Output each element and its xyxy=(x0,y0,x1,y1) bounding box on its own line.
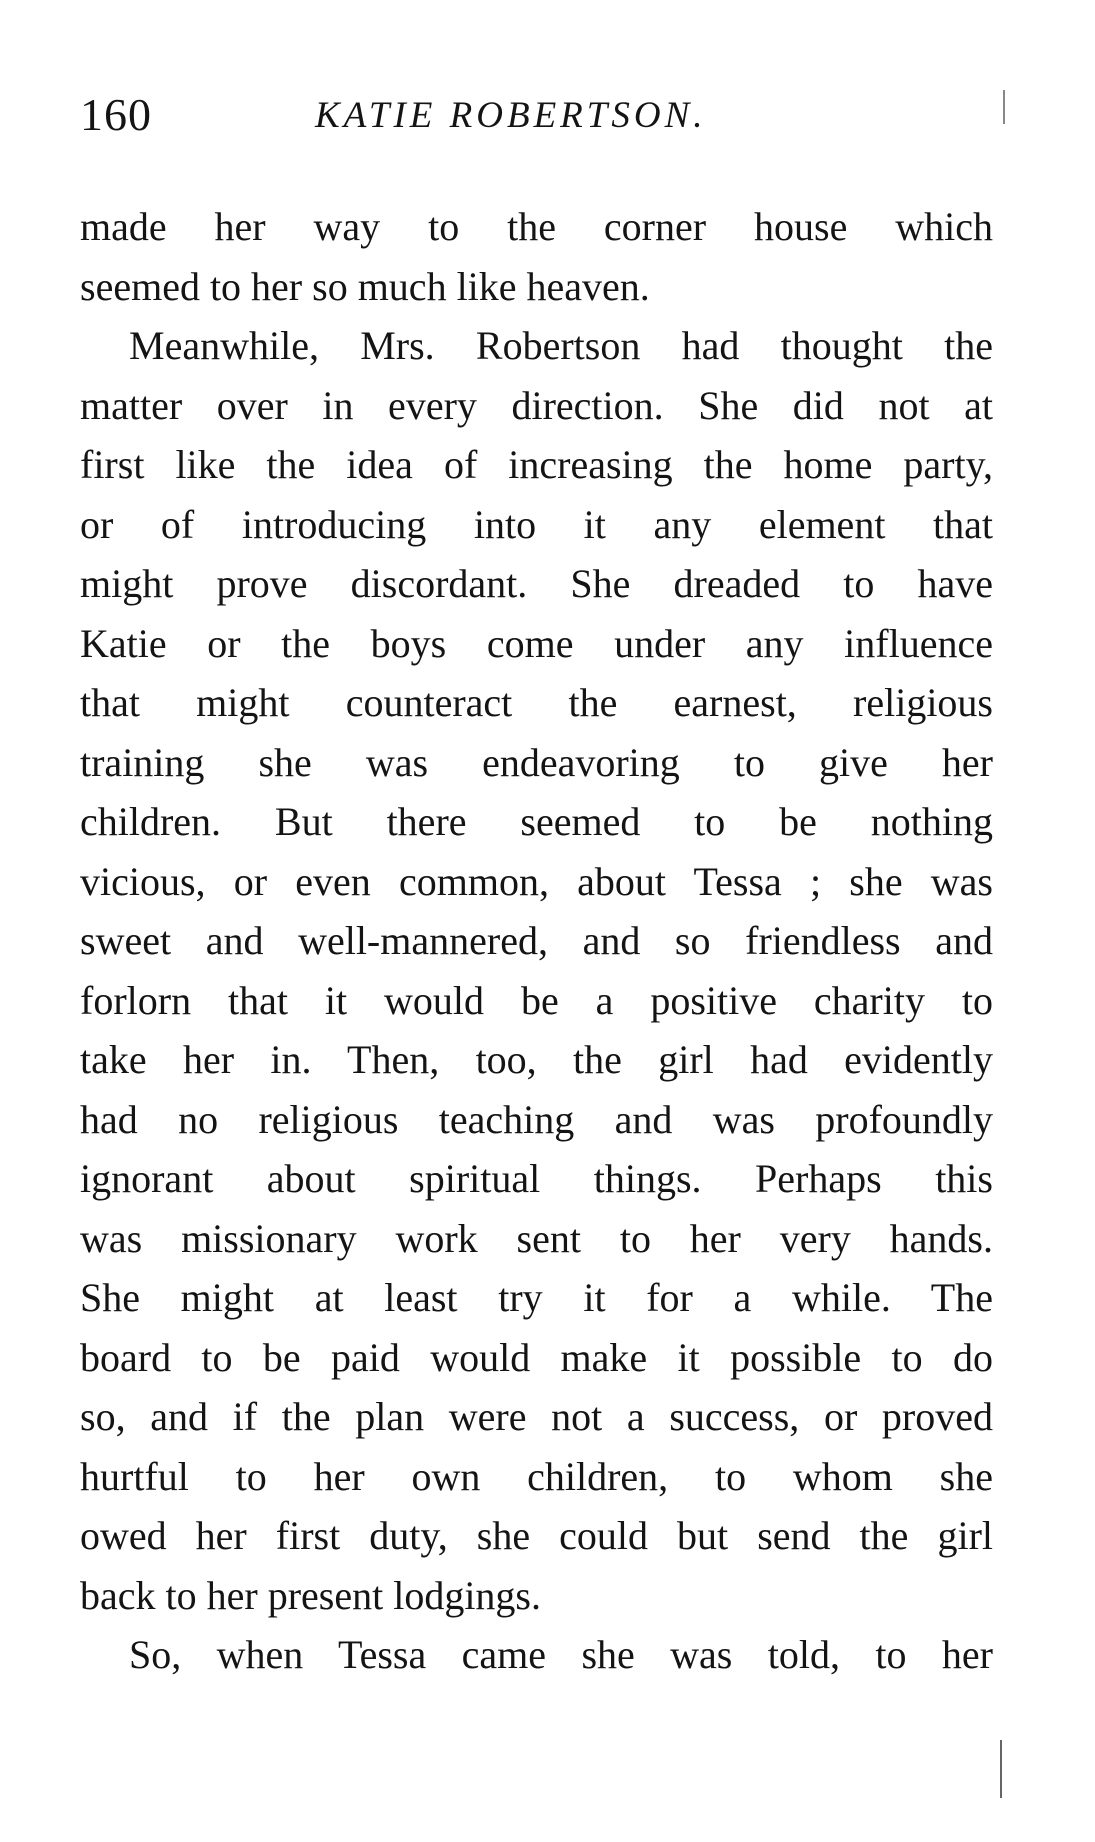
body-text xyxy=(80,197,993,1685)
scan-mark-top xyxy=(1003,90,1005,124)
text-line: take her in. Then, too, the girl had evidently xyxy=(80,1037,993,1082)
text-line: She might at least try it for a while. The xyxy=(80,1275,993,1320)
text-line: owed her first duty, she could but send the girl xyxy=(80,1513,993,1558)
running-title: KATIE ROBERTSON. xyxy=(315,95,707,136)
text-line: training she was endeavoring to give her xyxy=(80,739,993,785)
paragraph-start-line: Meanwhile, Mrs. Robertson had thought the xyxy=(129,323,993,368)
text-line: matter over in every direction. She did not at xyxy=(80,382,993,428)
page-number: 160 xyxy=(80,89,152,140)
text-line: board to be paid would make it possible to do xyxy=(80,1334,993,1380)
text-line: seemed to her so much like heaven. xyxy=(80,263,650,309)
text-line: had no religious teaching and was profoundly xyxy=(80,1096,993,1142)
text-line: hurtful to her own children, to whom she xyxy=(80,1453,993,1499)
text-line: that might counteract the earnest, religious xyxy=(80,680,993,725)
text-line: Katie or the boys come under any influence xyxy=(80,620,993,666)
scan-mark-bottom xyxy=(1000,1740,1002,1798)
text-line: or of introducing into it any element that xyxy=(80,501,993,547)
text-line: might prove discordant. She dreaded to have xyxy=(80,561,993,606)
paragraph-start-line: So, when Tessa came she was told, to her xyxy=(129,1632,993,1677)
text-line: sweet and well-mannered, and so friendless and xyxy=(80,918,993,963)
text-line: back to her present lodgings. xyxy=(80,1572,541,1618)
text-line: so, and if the plan were not a success, or proved xyxy=(80,1394,993,1439)
text-line: children. But there seemed to be nothing xyxy=(80,799,993,844)
text-line: was missionary work sent to her very hands. xyxy=(80,1215,993,1261)
text-line: ignorant about spiritual things. Perhaps this xyxy=(80,1156,993,1201)
text-line: made her way to the corner house which xyxy=(80,204,993,249)
page-header xyxy=(80,88,980,148)
text-line: vicious, or even common, about Tessa ; she was xyxy=(80,858,993,904)
text-line: first like the idea of increasing the home party, xyxy=(80,442,993,487)
text-line: forlorn that it would be a positive charity to xyxy=(80,977,993,1023)
